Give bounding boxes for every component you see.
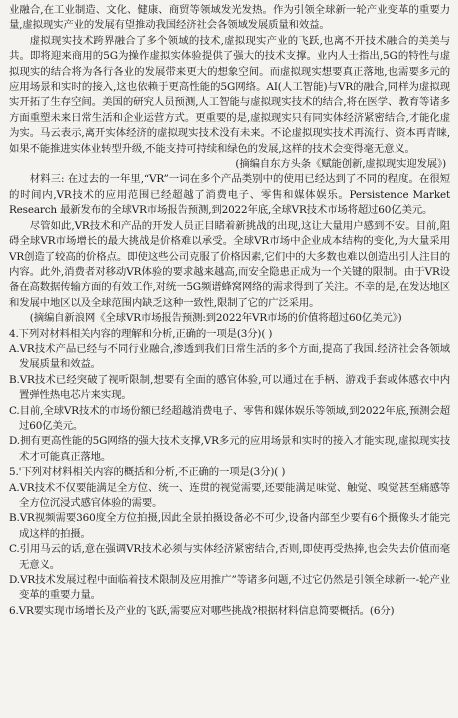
question-5-option-c: C.引用马云的话,意在强调VR技术必须与实体经济紧密结合,否则,即使再受热捧,也会失去价值而毫无意义。 [9,543,450,571]
question-4-option-b: B.VR技术已经突破了视听限制,想要有全面的感官体验,可以通过在手柄、游戏手套或体感衣中内置弹性热电芯片来实现。 [9,373,450,402]
intro-paragraph: 业融合,在工业制造、文化、健康、商贸等领域发光发热。作为引领全球新一轮产业变革的重要力量,虚拟现实产业的发展有望推动我国经济社会各领域发展质量和效益。 [9,4,450,32]
question-4-stem: 4.下列对材料相关内容的理解和分析,正确的一项是(3分)( ) [9,327,273,340]
material3-paragraph-1: 材料三: 在过去的一年里,“VR”一词在多个产品类别中的使用已经达到了不同的程度。在很短的时间内,VR技术的应用范围已经超越了消费电子、零售和媒体娱乐。Persistence Market Research 最新发布的全球VR市场报告预测,到2022年底,全球VR技术市场将超过60亿美元。 [9,173,450,217]
question-4-option-a: A.VR技术产品已经与不同行业融合,渗透到我们日常生活的多个方面,提高了我国.经济社会各领域发展质量和效益。 [9,342,450,371]
question-6-stem: 6.VR要实现市场增长及产业的飞跃,需要应对哪些挑战?根据材料信息简要概括。(6分) [9,604,395,617]
question-5-option-b: B.VR视频需要360度全方位拍摄,因此全景拍摄设备必不可少,设备内部至少要有6个摄像头才能完成这样的拍摄。 [9,512,450,540]
question-4-option-d: D.拥有更高性能的5G网络的强大技术支撑,VR多元的应用场景和实时的接入才能实现,虚拟现实技术才可能真正落地。 [9,435,450,463]
intro-paragraph-2: 虚拟现实技术跨界融合了多个领域的技术,虚拟现实产业的飞跃,也离不开技术融合的美美与共。即将迎来商用的5G为操作虚拟实体验提供了强大的技术支撑。业内人士指出,5G的特性与虚拟现实的结合将为各行各业的发展带来更大的想象空间。而虚拟现实想要真正落地,也需要多元的应用场景和实时的接入,这也依赖于更高性能的5G网络。AI(人工智能)与VR的融合,同样为虚拟现实开拓了生存空间。美国的研究人员预测,人工智能与虚拟现实技术的结合,将在医学、教育等诸多方面重塑未来日常生活和企业运营方式。更重要的是,虚拟现实只有同实体经济紧密结合,才能化虚为实。马云表示,离开实体经济的虚拟现实技术没有未来。不论虚拟现实技术再流行、资本再青睐,如果不能推进实体业转型升级,不能支持可持续和绿色的发展,这样的技术会变得毫无意义。 [9,34,450,155]
question-5-stem: 5.'下列对材料相关内容的概括和分析,不正确的一项是(3分)( ) [9,466,286,479]
material3-source: (摘编自新浪网《全球VR市场报告预测:到2022年VR市场的价值将超过60亿美元》) [29,312,402,325]
material3-paragraph-2: 尽管如此,VR技术和产品的开发人员正目睹着新挑战的出现,这让大量用户感到不安。目前,阻碍全球VR市场增长的最大挑战是价格难以承受。全球VR市场中企业成本结构的变化,为大量采用VR创造了较高的价格点。即使这些公司克服了价格因素,它们中的大多数也难以创造出引人注目的内容。此外,消费者对移动VR体验的要求越来越高,而安全隐患正成为一个关键的限制。由于VR设备在高数据传输方面的有效工作,对统一5G频谱蜂窝网络的需求得到了关注。不幸的是,在发达地区和发展中地区以及全球范围内缺乏这种一致性,限制了它的广泛采用。 [9,219,450,309]
question-5-option-a: A.VR技术不仅要能满足全方位、统一、连贯的视觉需要,还要能满足味觉、触觉、嗅觉甚至痛感等全方位沉浸式感官体验的需要。 [9,481,450,509]
intro-source: (摘编自东方头条《赋能创新,虚拟现实迎发展》) [235,158,446,171]
question-5-option-d: D.VR技术发展过程中面临着技术限制及应用推广”等诸多问题,不过它仍然是引领全球新一-轮产业变革的重要力量。 [9,574,450,602]
question-4-option-c: C.目前,全球VR技术的市场份额已经超越消费电子、零售和媒体娱乐等领域,到2022年底,预测会超过60亿美元。 [9,404,450,432]
